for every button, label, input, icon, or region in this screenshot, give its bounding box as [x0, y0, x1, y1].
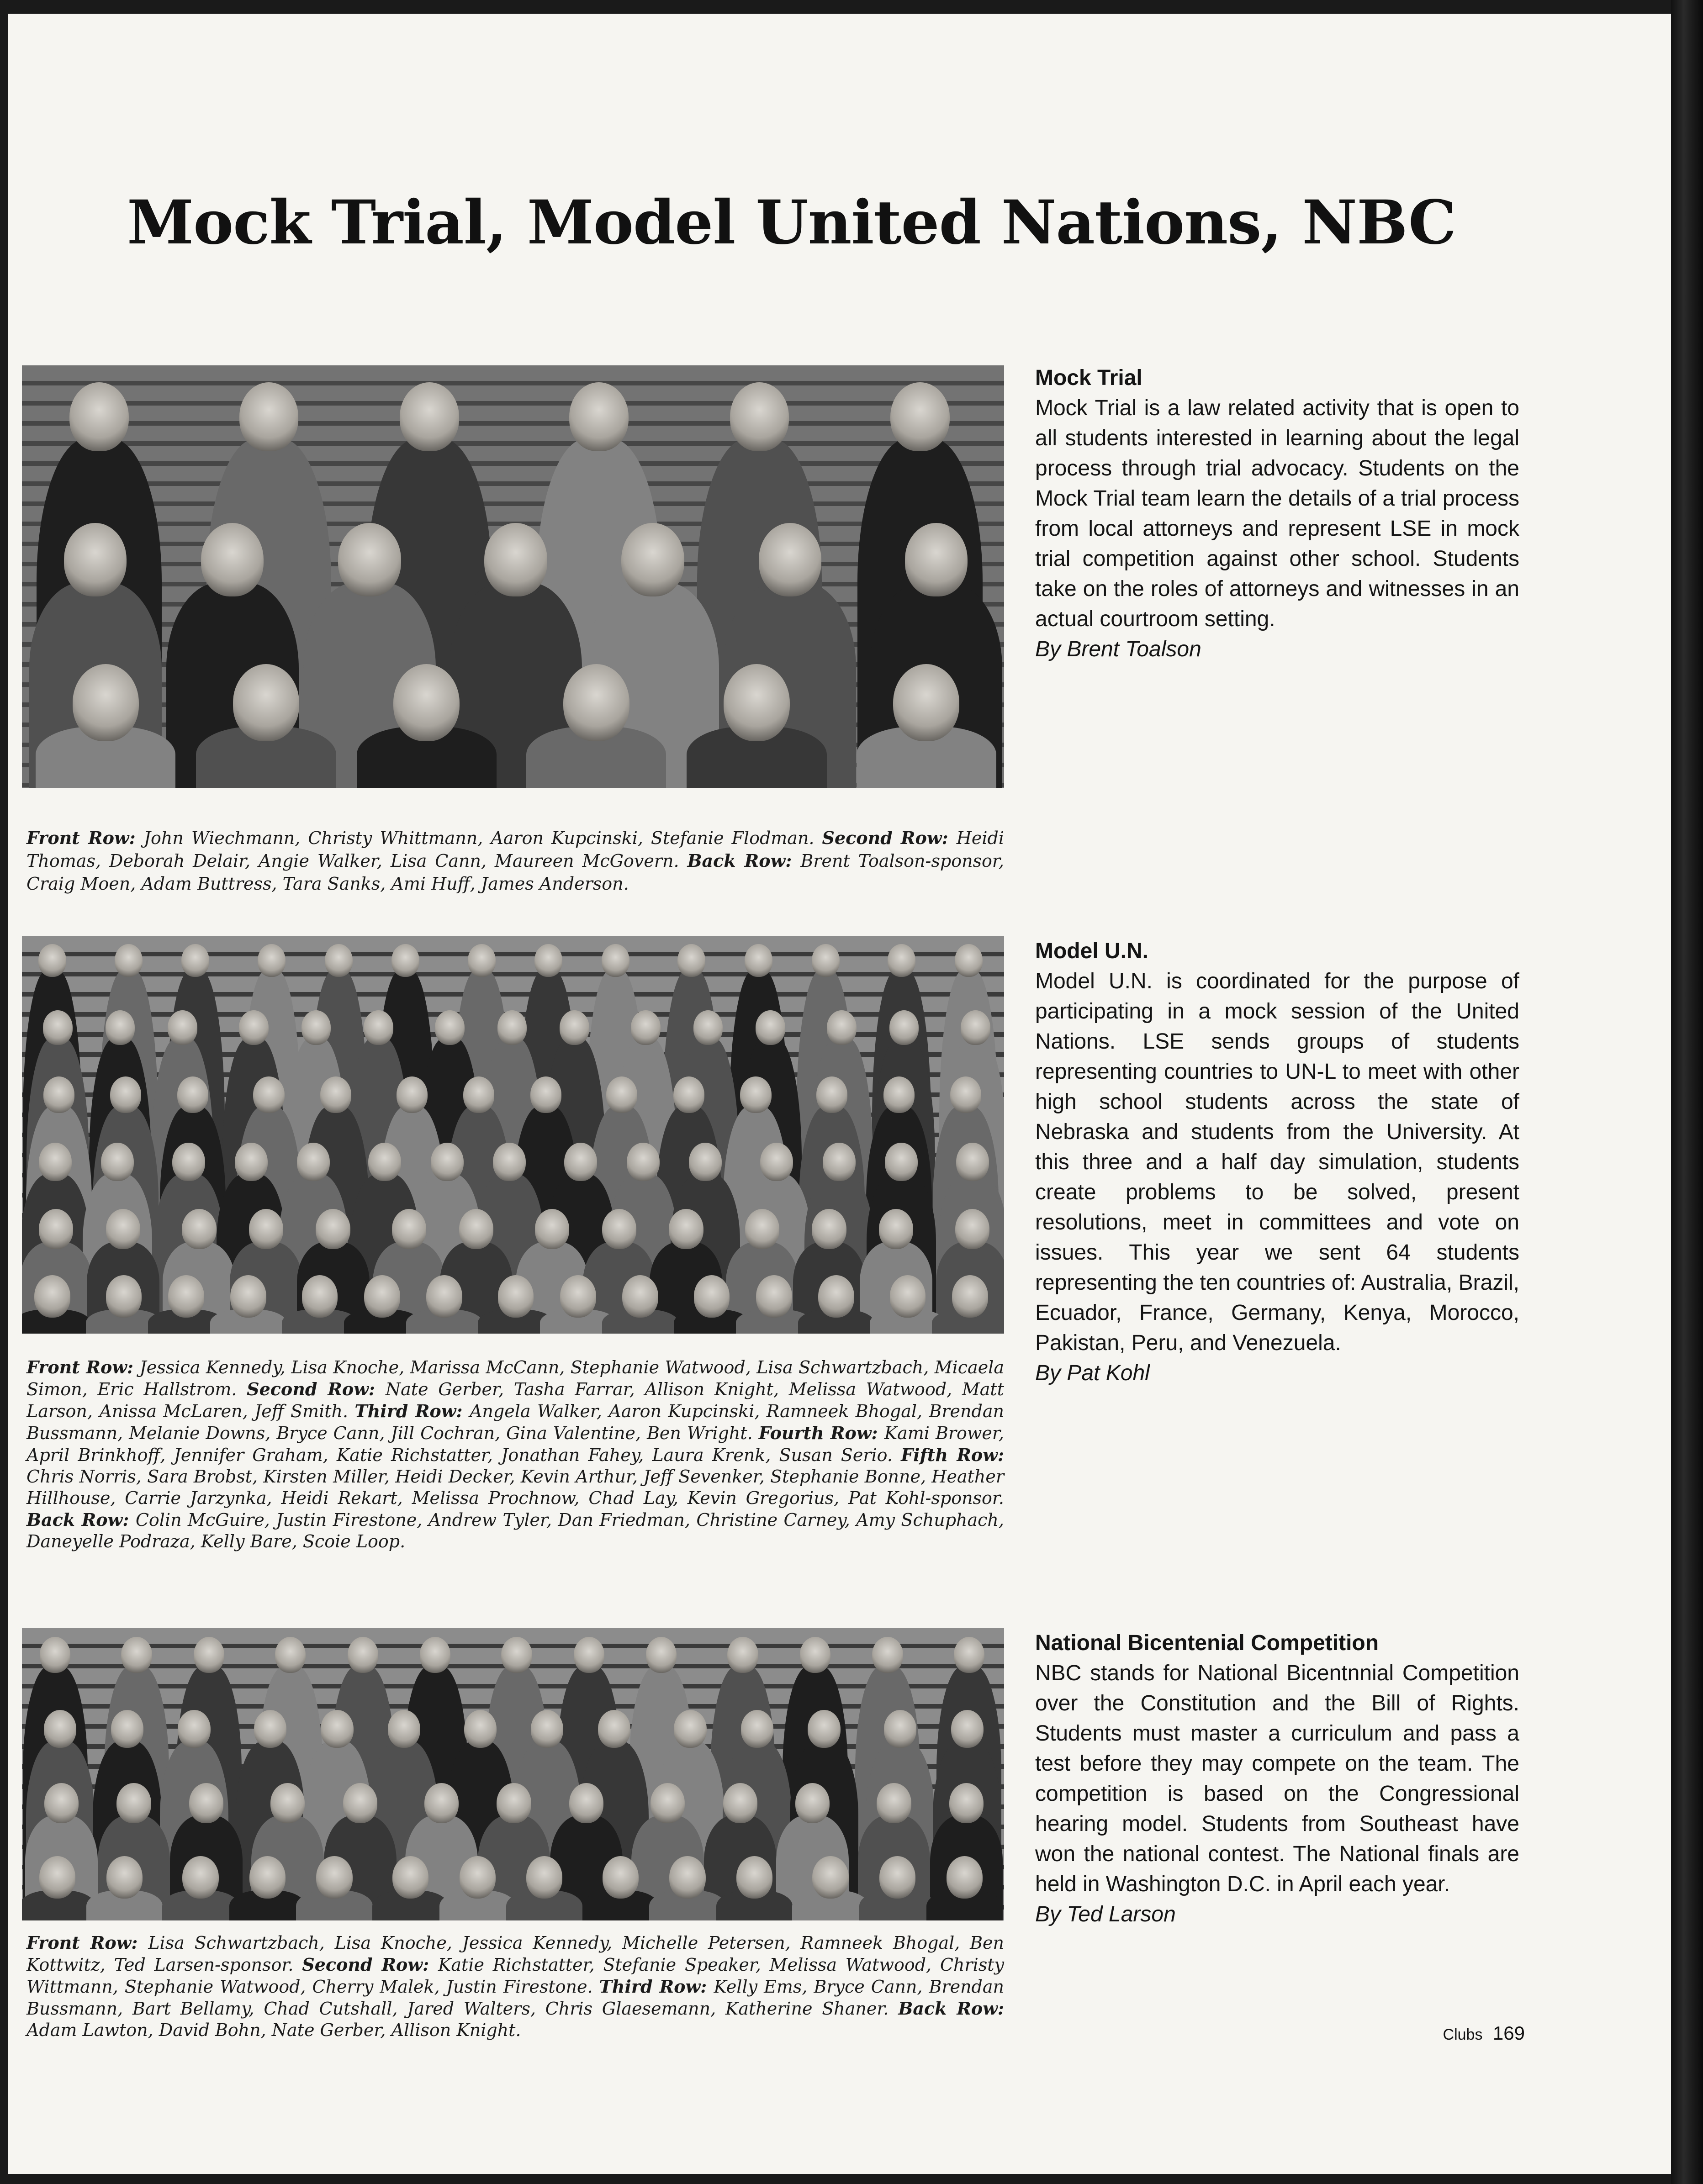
student-face	[694, 1275, 730, 1317]
student-face	[168, 1010, 197, 1045]
student-face	[889, 1010, 919, 1045]
student-face	[951, 1710, 984, 1748]
student-face	[270, 1783, 305, 1823]
student-face	[885, 1143, 918, 1181]
student-face	[883, 1076, 915, 1113]
student-face	[560, 1010, 589, 1045]
student-face	[498, 1275, 534, 1317]
student-face	[110, 1076, 141, 1113]
model-un-body: Model U.N. is coordinated for the purpose of participating in a mock session of the United Nations. LSE sends groups of students representing countries to UN-L to meet with other high school students across the state of Nebraska and students from the University. At this three and a half day simulation, students create problems to be solved, present resolutions, meet in committees and vote on issues. This year we sent 64 students representing the ten countries of: Australia, Brazil, Ecuador, France, Germany, Kenya, Morocco, Pakistan, Peru, and Venezuela.	[1035, 969, 1519, 1355]
page-number: 169	[1492, 2022, 1525, 2044]
student-face	[338, 523, 401, 596]
student-face	[320, 1076, 351, 1113]
student-face	[397, 1076, 428, 1113]
caption-row-label: Back Row:	[687, 850, 801, 871]
student-face	[69, 382, 129, 451]
student-face	[669, 1856, 705, 1898]
mock-trial-byline: By Brent Toalson	[1035, 637, 1201, 661]
student-face	[44, 1710, 76, 1748]
student-face	[877, 1783, 911, 1823]
caption-row-names: John Wiechmann, Christy Whittmann, Aaron Kupcinski, Stefanie Flodman.	[143, 828, 822, 848]
student-face	[392, 1209, 426, 1249]
student-face	[463, 1076, 494, 1113]
student-face	[574, 1637, 604, 1673]
student-face	[239, 382, 299, 451]
student-face	[316, 1856, 352, 1898]
student-face	[431, 1143, 464, 1181]
student-face	[564, 1143, 597, 1181]
student-face	[646, 1637, 677, 1673]
caption-row-label: Fourth Row:	[758, 1423, 884, 1443]
nbc-group-photo	[22, 1628, 1004, 1920]
caption-row-label: Back Row:	[26, 1509, 136, 1530]
student-face	[949, 1783, 984, 1823]
student-face	[106, 1010, 135, 1045]
student-face	[106, 1856, 143, 1898]
student-face	[823, 1143, 856, 1181]
student-face	[961, 1010, 990, 1045]
student-face	[468, 944, 496, 976]
page-title: Mock Trial, Model United Nations, NBC	[127, 187, 1456, 258]
student-face	[189, 1783, 223, 1823]
student-face	[950, 1076, 981, 1113]
nbc-byline: By Ted Larson	[1035, 1902, 1176, 1926]
student-face	[239, 1010, 269, 1045]
student-face	[388, 1710, 420, 1748]
student-face	[893, 664, 959, 741]
student-face	[531, 1710, 563, 1748]
student-face	[669, 1209, 703, 1249]
student-face	[890, 382, 950, 451]
mock-trial-heading: Mock Trial	[1035, 366, 1142, 390]
student-face	[677, 944, 705, 976]
student-face	[740, 1076, 771, 1113]
student-face	[230, 1275, 266, 1317]
student-face	[34, 1275, 70, 1317]
student-face	[182, 1856, 218, 1898]
student-face	[39, 1143, 72, 1181]
caption-row-label: Fifth Row:	[901, 1445, 1004, 1465]
student-face	[316, 1209, 350, 1249]
student-face	[484, 523, 547, 596]
nbc-body: NBC stands for National Bicentnnial Competition over the Constitution and the Bill of Rights. Students must master a curriculum and pass a test before they may compete on the team. The competition is based on the Congressional hearing model. Students from Southeast have won the national contest. The National finals are held in Washington D.C. in April each year.	[1035, 1661, 1519, 1896]
caption-row-names: Jessica Kennedy, Lisa Knoche, Marissa McCann, Stephanie Watwood, Lisa Schwartzbach, Micaela Simon, Eric Hallstrom.	[26, 1357, 1004, 1399]
student-face	[816, 1076, 847, 1113]
student-face	[178, 1710, 210, 1748]
student-face	[808, 1710, 840, 1748]
student-face	[606, 1076, 637, 1113]
student-face	[947, 1856, 983, 1898]
student-face	[182, 1209, 216, 1249]
student-face	[756, 1010, 785, 1045]
student-face	[368, 1143, 401, 1181]
student-face	[493, 1143, 526, 1181]
caption-row-label: Third Row:	[354, 1401, 470, 1421]
caption-row-names: Heidi Thomas, Deborah Delair, Angie Walker, Lisa Cann, Maureen McGovern.	[26, 828, 1004, 871]
mock-trial-body: Mock Trial is a law related activity that is open to all students interested in learning about the legal process through trial advocacy. Students on the Mock Trial team learn the details of a trial process from local attorneys and represent LSE in mock trial competition against other school. Students take on the roles of attorneys and witnesses in an actual courtroom setting.	[1035, 396, 1519, 631]
caption-row-names: Kami Brower, April Brinkhoff, Jennifer Graham, Katie Richstatter, Jonathan Fahey, Laura Krenk, Susan Serio.	[26, 1423, 1004, 1465]
student-face	[253, 1076, 284, 1113]
student-face	[39, 1209, 73, 1249]
student-face	[501, 1637, 532, 1673]
student-face	[723, 1783, 757, 1823]
student-face	[233, 664, 299, 741]
student-face	[879, 1209, 913, 1249]
caption-row-names: Angela Walker, Aaron Kupcinski, Ramneek Bhogal, Brendan Bussmann, Melanie Downs, Bryce Cann, Jill Cochran, Gina Valentine, Ben Wright.	[26, 1401, 1004, 1443]
student-face	[364, 1275, 400, 1317]
student-face	[391, 944, 419, 976]
student-face	[400, 382, 459, 451]
student-face	[602, 1209, 636, 1249]
student-face	[302, 1275, 338, 1317]
student-face	[497, 1783, 531, 1823]
student-face	[689, 1143, 722, 1181]
student-face	[693, 1010, 723, 1045]
student-face	[43, 1010, 73, 1045]
student-face	[275, 1637, 306, 1673]
student-face	[800, 1637, 830, 1673]
student-face	[101, 1143, 134, 1181]
student-face	[116, 1783, 151, 1823]
student-face	[745, 1209, 779, 1249]
student-face	[40, 1637, 70, 1673]
student-face	[181, 944, 209, 976]
student-face	[760, 1143, 793, 1181]
student-face	[364, 1010, 393, 1045]
caption-row-label: Third Row:	[599, 1976, 714, 1997]
caption-row-names: Chris Norris, Sara Brobst, Kirsten Miller, Heidi Decker, Kevin Arthur, Jeff Sevenker, Stephanie Bonne, Heather Hillhouse, Carrie Jarzynka, Heidi Rekart, Melissa Prochnow, Chad Lay, Kevin Gregorius, Pat Kohl-sponsor.	[26, 1467, 1004, 1508]
model-un-photo-caption	[26, 1356, 1004, 1552]
yearbook-page	[8, 14, 1671, 2174]
student-face	[955, 1209, 989, 1249]
student-face	[602, 944, 629, 976]
student-face	[956, 1143, 989, 1181]
student-face	[38, 944, 66, 976]
student-face	[730, 382, 789, 451]
student-face	[420, 1637, 450, 1673]
student-face	[727, 1637, 758, 1673]
student-face	[43, 1076, 74, 1113]
nbc-article	[1035, 1630, 1519, 1930]
student-face	[111, 1710, 143, 1748]
student-face	[621, 523, 684, 596]
student-face	[526, 1856, 562, 1898]
student-face	[258, 944, 286, 976]
caption-row-label: Second Row:	[822, 828, 957, 848]
student-face	[44, 1783, 79, 1823]
student-face	[884, 1710, 916, 1748]
caption-row-names: Katie Richstatter, Stefanie Speaker, Melissa Watwood, Christy Wittmann, Stephanie Watwood, Cherry Malek, Justin Firestone.	[26, 1955, 1004, 1997]
caption-row-label: Front Row:	[26, 1357, 140, 1377]
student-face	[464, 1710, 497, 1748]
nbc-photo-caption	[26, 1932, 1004, 2041]
student-face	[673, 1076, 704, 1113]
student-face	[954, 1637, 984, 1673]
student-face	[115, 944, 143, 976]
student-face	[812, 944, 840, 976]
student-face	[598, 1710, 630, 1748]
student-face	[872, 1637, 903, 1673]
student-face	[426, 1275, 462, 1317]
student-face	[741, 1710, 773, 1748]
student-face	[905, 523, 968, 596]
student-face	[249, 1209, 283, 1249]
model-un-article	[1035, 939, 1519, 1388]
student-face	[631, 1010, 661, 1045]
footer-section-label: Clubs	[1443, 2026, 1483, 2043]
student-face	[563, 664, 629, 741]
student-face	[497, 1010, 527, 1045]
student-face	[622, 1275, 658, 1317]
student-face	[890, 1275, 926, 1317]
student-face	[321, 1710, 353, 1748]
student-face	[301, 1010, 331, 1045]
student-face	[435, 1010, 465, 1045]
student-face	[724, 664, 790, 741]
page-footer	[1443, 2022, 1525, 2044]
student-face	[254, 1710, 286, 1748]
student-face	[325, 944, 353, 976]
student-face	[812, 1209, 846, 1249]
caption-row-label: Front Row:	[26, 828, 144, 848]
student-face	[955, 944, 983, 976]
student-face	[106, 1275, 142, 1317]
student-face	[818, 1275, 854, 1317]
model-un-byline: By Pat Kohl	[1035, 1361, 1150, 1385]
student-face	[756, 1275, 792, 1317]
model-un-heading: Model U.N.	[1035, 939, 1148, 963]
caption-row-names: Brent Toalson-sponsor, Craig Moen, Adam Buttress, Tara Sanks, Ami Huff, James Anderson.	[26, 851, 1004, 894]
student-face	[569, 382, 629, 451]
student-face	[745, 944, 772, 976]
student-face	[249, 1856, 286, 1898]
caption-row-label: Back Row:	[898, 1998, 1004, 2019]
caption-row-names: Nate Gerber, Tasha Farrar, Allison Knight, Melissa Watwood, Matt Larson, Anissa McLaren, Jeff Smith.	[26, 1379, 1004, 1421]
student-face	[168, 1275, 204, 1317]
student-face	[73, 664, 139, 741]
student-face	[348, 1637, 378, 1673]
student-face	[535, 1209, 569, 1249]
student-face	[121, 1637, 152, 1673]
caption-row-names: Kelly Ems, Bryce Cann, Brendan Bussmann, Bart Bellamy, Chad Cutshall, Jared Walters, Chris Glaesemann, Katherine Shaner.	[26, 1977, 1005, 2019]
model-un-group-photo	[22, 936, 1004, 1334]
student-face	[201, 523, 264, 596]
student-face	[530, 1076, 561, 1113]
student-face	[952, 1275, 988, 1317]
book-spine-shadow	[1671, 0, 1703, 2184]
student-face	[759, 523, 821, 596]
student-face	[392, 1856, 428, 1898]
student-face	[827, 1010, 857, 1045]
student-face	[812, 1856, 848, 1898]
student-face	[194, 1637, 224, 1673]
student-face	[888, 944, 915, 976]
student-face	[460, 1856, 496, 1898]
student-face	[39, 1856, 75, 1898]
student-face	[393, 664, 460, 741]
student-face	[343, 1783, 377, 1823]
student-face	[424, 1783, 459, 1823]
student-face	[64, 523, 127, 596]
student-face	[603, 1856, 639, 1898]
caption-row-label: Second Row:	[247, 1379, 386, 1399]
mock-trial-photo-caption	[26, 827, 1004, 895]
caption-row-label: Front Row:	[26, 1932, 148, 1953]
student-face	[569, 1783, 603, 1823]
student-face	[674, 1710, 706, 1748]
student-face	[879, 1856, 915, 1898]
student-face	[235, 1143, 268, 1181]
student-face	[627, 1143, 660, 1181]
student-face	[177, 1076, 208, 1113]
mock-trial-group-photo	[22, 365, 1004, 788]
student-face	[560, 1275, 596, 1317]
student-face	[297, 1143, 330, 1181]
student-face	[534, 944, 562, 976]
student-face	[172, 1143, 205, 1181]
student-face	[651, 1783, 685, 1823]
student-face	[459, 1209, 493, 1249]
caption-row-names: Lisa Schwartzbach, Lisa Knoche, Jessica Kennedy, Michelle Petersen, Ramneek Bhogal, Ben Kottwitz, Ted Larsen-sponsor.	[26, 1933, 1004, 1975]
caption-row-label: Second Row:	[302, 1954, 438, 1975]
nbc-heading: National Bicentenial Competition	[1035, 1631, 1379, 1655]
student-face	[106, 1209, 140, 1249]
mock-trial-article	[1035, 365, 1519, 665]
student-face	[736, 1856, 772, 1898]
caption-row-names: Adam Lawton, David Bohn, Nate Gerber, Allison Knight.	[26, 2020, 521, 2040]
caption-row-names: Colin McGuire, Justin Firestone, Andrew Tyler, Dan Friedman, Christine Carney, Amy Schuphach, Daneyelle Podraza, Kelly Bare, Scoie Loop.	[26, 1510, 1004, 1551]
student-face	[795, 1783, 830, 1823]
